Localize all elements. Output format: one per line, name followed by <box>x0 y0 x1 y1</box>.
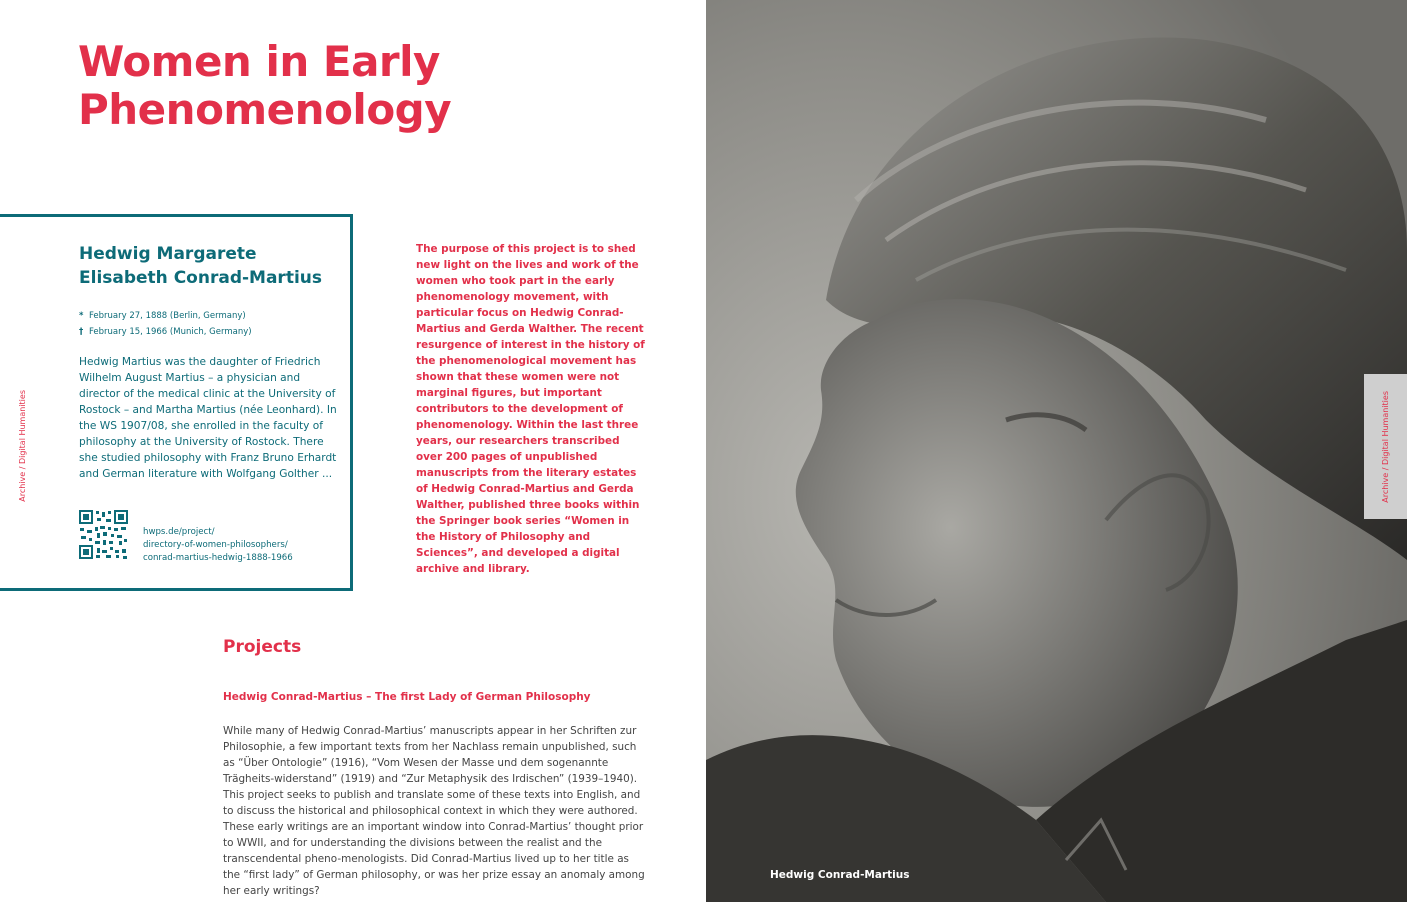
portrait-photo <box>706 0 1407 902</box>
project-subheading: Hedwig Conrad-Martius – The first Lady of German Philosophy <box>223 691 591 703</box>
death-date-row <box>79 324 339 340</box>
photo-caption: Hedwig Conrad-Martius <box>770 869 910 881</box>
project-link-line: conrad-martius-hedwig-1888-1966 <box>143 553 293 563</box>
birth-symbol: * <box>79 311 84 321</box>
birth-date: February 27, 1888 (Berlin, Germany) <box>89 311 246 321</box>
birth-date-row <box>79 308 339 324</box>
project-link[interactable] <box>143 526 343 565</box>
biography-text: Hedwig Martius was the daughter of Friedrich Wilhelm August Martius – a physician and director of the medical clinic at the University of Rostock – and Martha Martius (née Leonhard). In the WS 1907/08, she enrolled in the faculty of philosophy at the University of Rostock. There she studied philosophy with Franz Bruno Erhardt and German literature with Wolfgang Golther ... <box>79 356 337 480</box>
life-dates <box>79 308 339 340</box>
section-tab-label: Archive / Digital Humanities <box>17 390 27 502</box>
death-date: February 15, 1966 (Munich, Germany) <box>89 327 252 337</box>
page-title: Women in Early Phenomenology <box>78 37 452 134</box>
biography-name: Hedwig Margarete Elisabeth Conrad-Martius <box>79 244 322 288</box>
project-purpose-text: The purpose of this project is to shed new light on the lives and work of the women who took part in the early phenomenology movement, with particular focus on Hedwig Conrad-Martius and Gerda Walther. The recent resurgence of interest in the history of the phenomenological movement has shown that these women were not marginal figures, but important contributors to the development of phenomenology. Within the last three years, our researchers transcribed over 200 pages of unpublished manuscripts from the literary estates of Hedwig Conrad-Martius and Gerda Walther, published three books within the Springer book series “Women in the History of Philosophy and Sciences”, and developed a digital archive and library. <box>416 243 645 575</box>
section-tab-label: Archive / Digital Humanities <box>1381 390 1390 503</box>
project-link-line: hwps.de/project/ <box>143 527 215 537</box>
projects-heading: Projects <box>223 637 302 657</box>
project-link-line: directory-of-women-philosophers/ <box>143 540 288 550</box>
portrait-illustration <box>706 0 1407 902</box>
section-tab-right <box>1364 374 1407 519</box>
death-symbol: † <box>79 327 84 337</box>
qr-code-icon[interactable] <box>79 510 128 559</box>
project-description: While many of Hedwig Conrad-Martius’ manuscripts appear in her Schriften zur Philosophie, a few important texts from her Nachlass remain unpublished, such as “Über Ontologie” (1916), “Vom Wesen der Masse und dem sogenannte Trägheits-widerstand” (1919) and “Zur Metaphysik des Irdischen” (1939–1940). This project seeks to publish and translate some of these texts into English, and to discuss the historical and philosophical context in which they were authored. These early writings are an important window into Conrad-Martius’ thought prior to WWII, and for understanding the divisions between the realist and the transcendental pheno-menologists. Did Conrad-Martius lived up to her title as the “first lady” of German philosophy, or was her prize essay an anomaly among her early writings? <box>223 725 645 897</box>
